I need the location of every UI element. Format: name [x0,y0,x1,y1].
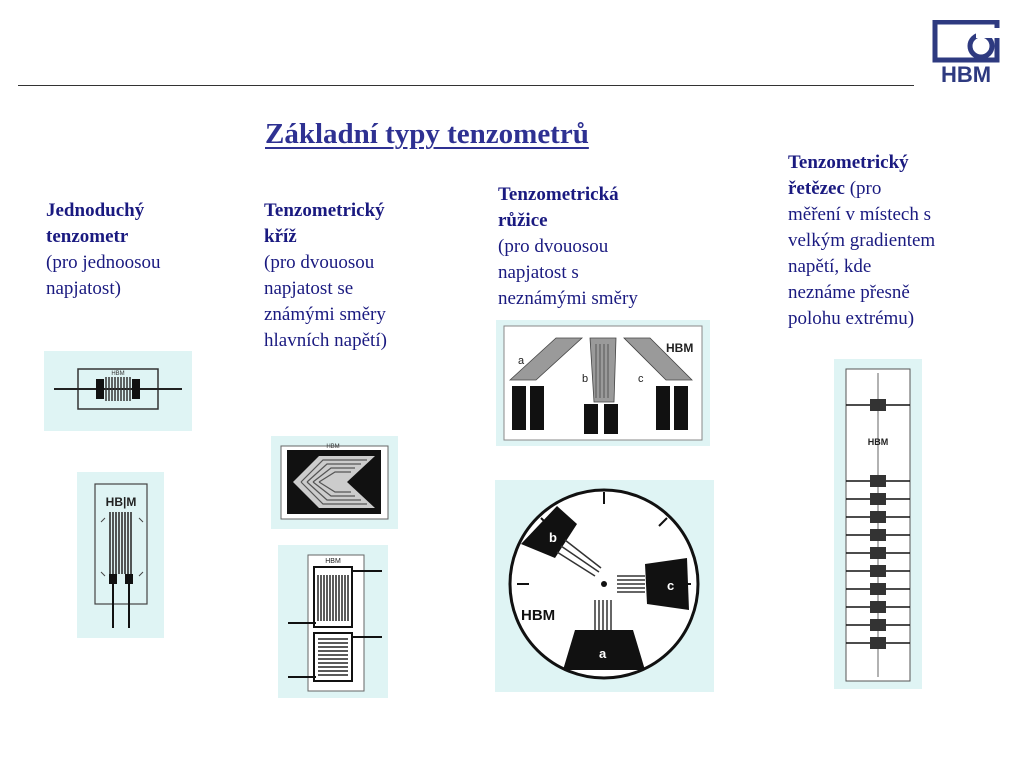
chain-gauge-unit [870,583,886,595]
header-rule [18,85,914,86]
cross-gauge-chevron-image [271,436,398,529]
desc-line: napjatost) [46,278,121,299]
fig-label: HBM [326,444,340,450]
column-chain [788,150,935,332]
desc-line: napětí, kde [788,256,872,277]
desc-line: měření v místech s [788,204,931,225]
desc-line: polohu extrému) [788,308,915,329]
column-rosette [498,182,638,312]
fig-label: c [638,373,644,385]
heading-line: kříž [264,226,297,247]
fig-label: HBM [325,558,341,565]
heading-line: Tenzometrický [788,152,909,173]
page-title: Základní typy tenzometrů [265,118,589,150]
chain-gauge-unit [870,399,886,411]
desc-line: napjatost se [264,278,354,299]
hbm-logo [932,20,1000,84]
gauge-chain-image [834,359,922,689]
desc-inline: (pro [844,178,882,199]
chain-gauge-unit [870,637,886,649]
fig-label: c [667,578,675,593]
heading-line: Jednoduchý [46,200,145,221]
desc-line: (pro jednoosou [46,252,161,273]
desc-line: známými směry [264,304,386,325]
fig-label: a [599,646,607,661]
fig-label: HBM [666,341,694,355]
heading-line: Tenzometrická [498,184,619,205]
cross-gauge-stacked-image [278,545,388,698]
chain-gauge-unit [870,529,886,541]
fig-label: a [518,355,525,367]
chain-gauge-unit [870,493,886,505]
desc-line: neznámými směry [498,288,638,309]
desc-line: napjatost s [498,262,579,283]
fig-label: b [549,530,557,545]
fig-label: HBM [521,607,556,624]
fig-label: HB|M [105,495,137,509]
desc-line: (pro dvouosou [264,252,375,273]
desc-line: neznáme přesně [788,282,910,303]
fig-label: b [582,373,589,385]
heading-line: růžice [498,210,548,231]
heading-line: Tenzometrický [264,200,385,221]
fig-label: HBM [111,371,125,377]
chain-gauge-unit [870,619,886,631]
desc-line: (pro dvouosou [498,236,609,257]
column-single-gauge [46,198,161,302]
chain-gauge-unit [870,601,886,613]
chain-gauge-unit [870,511,886,523]
heading-line: řetězec [788,178,845,199]
rosette-fan-image [496,320,710,446]
heading-line: tenzometr [46,226,129,247]
rosette-circular-image [495,480,714,692]
logo-circle-icon [970,35,992,57]
single-gauge-horizontal-image [44,351,192,431]
chain-gauge-unit [870,475,886,487]
column-cross-gauge [264,198,387,354]
fig-label: HBM [867,437,889,447]
single-gauge-vertical-image [77,472,164,638]
logo-text: HBM [940,62,992,84]
chain-gauge-unit [870,547,886,559]
desc-line: hlavních napětí) [264,330,387,351]
chain-gauge-unit [870,565,886,577]
desc-line: velkým gradientem [788,230,936,251]
